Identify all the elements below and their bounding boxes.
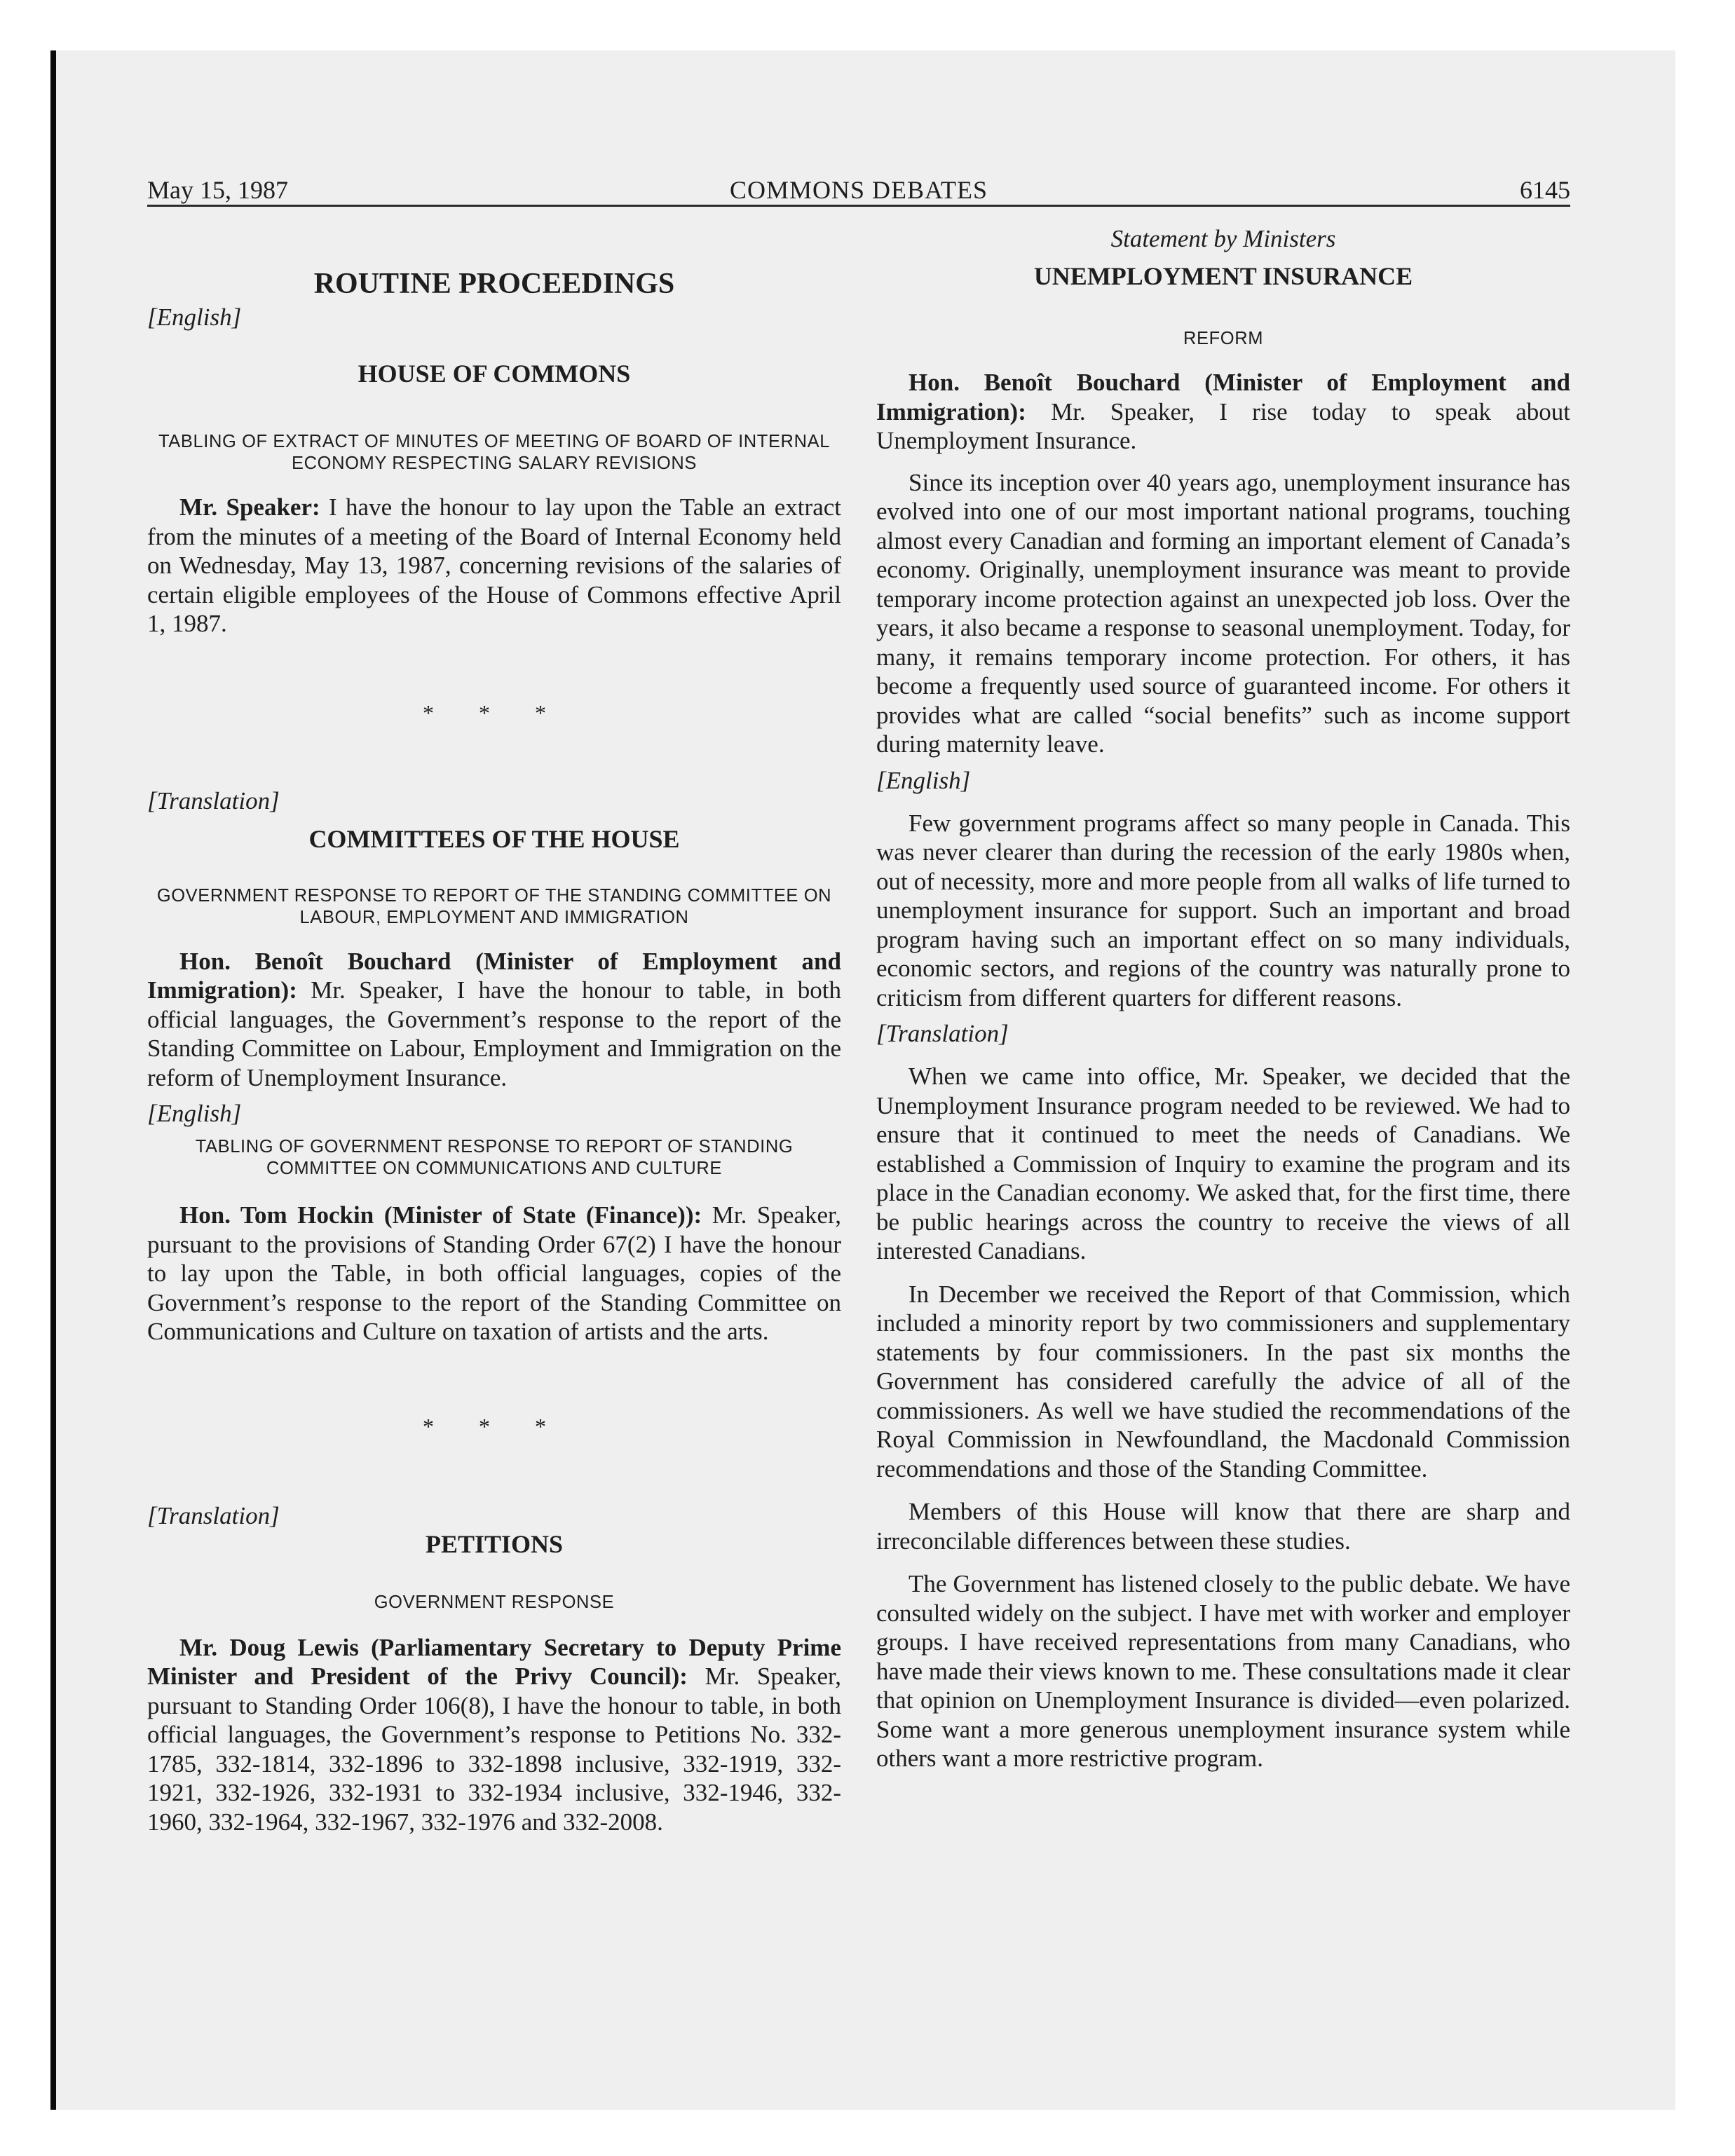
paragraph: The Government has listened closely to the public debate. We have consulted widely on the subject. I have met with worker and employer groups. I have received representations from many Canadians, who have made their views known to me. These consultations made it clear that opinion on Unemployment Insurance is divided—even polarized. Some want a more generous unemployment insurance system while others want a more restrictive program. xyxy=(876,1570,1570,1772)
right-column xyxy=(876,224,1570,1773)
language-note: [English] xyxy=(147,1100,242,1127)
paragraph: Members of this House will know that there are sharp and irreconcilable differences between these studies. xyxy=(876,1498,1570,1555)
item-subhead-reform: REFORM xyxy=(1183,329,1264,348)
language-note: [English] xyxy=(876,766,971,794)
subsection-title-house: HOUSE OF COMMONS xyxy=(358,360,631,388)
speech-text: Mr. Speaker, pursuant to the provisions of Standing Order 67(2) I have the honour to lay upon the Table, in both official languages, copies of the Government’s response to the report of the Standing Committee on Communications and Culture on taxation of artists and the arts. xyxy=(147,1201,841,1345)
speech-text: Mr. Speaker, I rise today to speak about Unemployment Insurance. xyxy=(876,397,1570,454)
left-column xyxy=(147,224,841,1836)
paragraph: Few government programs affect so many people in Canada. This was never clearer than during the recession of the early 1980s when, out of necessity, more and more people from all walks of life turned to unemployment insurance for support. Such an important and broad program having such an important effect on so many individuals, economic sectors, and regions of the country was naturally prone to criticism from different quarters for different reasons. xyxy=(876,809,1570,1011)
item-subhead-tabling: TABLING OF EXTRACT OF MINUTES OF MEETING OF BOARD OF INTERNAL ECONOMY RESPECTING SALARY REVISIONS xyxy=(158,432,830,473)
paragraph-bouchard-statement xyxy=(876,368,1570,456)
subsection-title-petitions: PETITIONS xyxy=(425,1529,564,1558)
speaker-name: Mr. Speaker: xyxy=(179,493,320,521)
item-subhead-tabling-gov: TABLING OF GOVERNMENT RESPONSE TO REPORT OF STANDING COMMITTEE ON COMMUNICATIONS AND CULTURE xyxy=(195,1137,794,1178)
speaker-name: Hon. Benoît Bouchard (Minister of Employment and Immigration): xyxy=(147,947,841,1004)
page-number: 6145 xyxy=(1520,176,1570,204)
paragraph-speaker xyxy=(147,493,841,639)
section-separator: * * * xyxy=(423,1413,566,1439)
language-note: [English] xyxy=(147,303,242,331)
speaker-name: Hon. Tom Hockin (Minister of State (Finance)): xyxy=(179,1201,702,1229)
header-date: May 15, 1987 xyxy=(147,176,288,204)
speaker-name: Mr. Doug Lewis (Parliamentary Secretary to Deputy Prime Minister and President of the Privy Council): xyxy=(147,1633,841,1690)
item-subhead-gov-response-petitions: GOVERNMENT RESPONSE xyxy=(374,1592,615,1612)
paragraph: In December we received the Report of that Commission, which included a minority report by two commissioners and supplementary statements by four commissioners. In the past six months the Government has considered carefully the advice of all of the commissioners. As well we have studied the recommendations of the Royal Commission in Newfoundland, the Macdonald Commission recommendations and those of the Standing Committee. xyxy=(876,1280,1570,1482)
paragraph-hockin xyxy=(147,1201,841,1346)
speech-text: I have the honour to lay upon the Table an extract from the minutes of a meeting of the Board of Internal Economy held on Wednesday, May 13, 1987, concerning revisions of the salaries of certain eligible employees of the House of Commons effective April 1, 1987. xyxy=(147,493,841,637)
paragraph: When we came into office, Mr. Speaker, we decided that the Unemployment Insurance program needed to be reviewed. We had to ensure that it continued to meet the needs of Canadians. We established a Commission of Inquiry to examine the program and its place in the Canadian economy. We asked that, for the first time, there be public hearings across the country to receive the views of all interested Canadians. xyxy=(876,1063,1570,1264)
subsection-title-committees: COMMITTEES OF THE HOUSE xyxy=(308,824,680,853)
language-note: [Translation] xyxy=(147,786,280,814)
paragraph-bouchard xyxy=(147,947,841,1093)
section-title-routine: ROUTINE PROCEEDINGS xyxy=(313,268,675,300)
language-note: [Translation] xyxy=(147,1501,280,1529)
speech-text: Mr. Speaker, pursuant to Standing Order 106(8), I have the honour to table, in both official languages, the Government’s response to Petitions No. 332-1785, 332-1814, 332-1896 to 332-1898 inclusive, 332-1919, 332-1921, 332-1926, 332-1931 to 332-1934 inclusive, 332-1946, 332-1960, 332-1964, 332-1967, 332-1976 and 332-2008. xyxy=(147,1663,841,1836)
binding-edge xyxy=(50,50,56,2110)
speaker-name: Hon. Benoît Bouchard (Minister of Employment and Immigration): xyxy=(876,369,1570,425)
item-subhead-gov-response: GOVERNMENT RESPONSE TO REPORT OF THE STANDING COMMITTEE ON LABOUR, EMPLOYMENT AND IMMIGRATION xyxy=(156,885,832,927)
header-title: COMMONS DEBATES xyxy=(729,176,988,204)
section-separator: * * * xyxy=(423,700,566,725)
language-note: [Translation] xyxy=(876,1020,1009,1047)
paragraph-lewis xyxy=(147,1633,841,1837)
subsection-title-ui: UNEMPLOYMENT INSURANCE xyxy=(1033,262,1413,290)
paragraph: Since its inception over 40 years ago, unemployment insurance has evolved into one of our most important national programs, touching almost every Canadian and forming an important element of Canada’s economy. Originally, unemployment insurance was meant to provide temporary income protection against an unexpected job loss. Over the years, it also became a response to seasonal unemployment. Today, for many, it remains temporary income protection. For others, it has become a frequently used source of guaranteed income. For others it provides what are called “social benefits” such as income support during maternity leave. xyxy=(876,468,1570,758)
speech-text: Mr. Speaker, I have the honour to table, in both official languages, the Government’s response to the report of the Standing Committee on Labour, Employment and Immigration on the reform of Unemployment Insurance. xyxy=(147,976,841,1091)
running-header xyxy=(147,170,1570,207)
rubric-statement-by-ministers: Statement by Ministers xyxy=(1110,225,1336,252)
